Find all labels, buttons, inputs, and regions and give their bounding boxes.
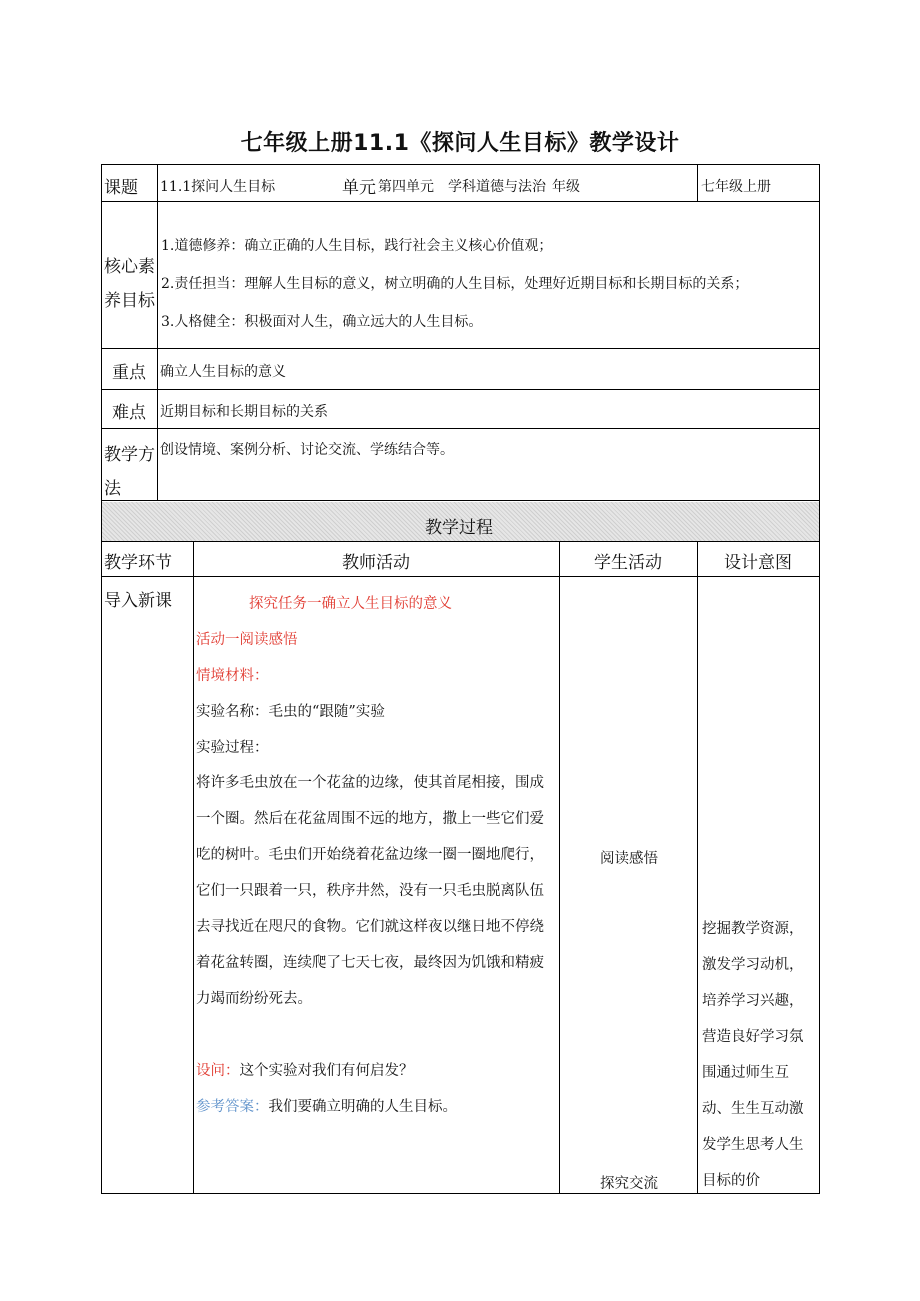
paragraph-line-7: 力竭而纷纷死去。 bbox=[196, 991, 312, 1007]
header-stage: 教学环节 bbox=[104, 553, 172, 573]
question-text: 这个实验对我们有何启发？ bbox=[239, 1063, 414, 1079]
method-label-line2: 法 bbox=[104, 479, 121, 499]
experiment-process-label: 实验过程： bbox=[196, 740, 269, 756]
activity-title: 活动一阅读感悟 bbox=[196, 632, 298, 648]
unit-value: 第四单元 bbox=[378, 179, 434, 195]
paragraph-line-1: 将许多毛虫放在一个花盆的边缘，使其首尾相接，围成 bbox=[196, 775, 544, 791]
grade-label: 年级 bbox=[552, 179, 580, 195]
student-activity-read: 阅读感悟 bbox=[600, 851, 658, 867]
question-line bbox=[196, 1059, 414, 1080]
unit-label: 单元 bbox=[342, 178, 376, 198]
student-activity-discuss: 探究交流 bbox=[600, 1176, 658, 1192]
core-label-line1: 核心素 bbox=[104, 257, 155, 277]
subject-value: 道德与法治 bbox=[476, 179, 546, 195]
intent-line-4: 营造良好学习氛 bbox=[702, 1029, 804, 1045]
answer-line bbox=[196, 1095, 457, 1116]
intent-line-1: 挖掘教学资源， bbox=[702, 921, 804, 937]
paragraph-line-2: 一个圈。然后在花盆周围不远的地方，撒上一些它们爱 bbox=[196, 811, 544, 827]
core-item-2: 2.责任担当：理解人生目标的意义，树立明确的人生目标，处理好近期目标和长期目标的关系； bbox=[161, 276, 749, 292]
core-item-3: 3.人格健全：积极面对人生，确立远大的人生目标。 bbox=[161, 314, 483, 330]
difficult-label: 难点 bbox=[112, 403, 146, 423]
intent-line-5: 围通过师生互 bbox=[702, 1065, 789, 1081]
topic-value: 11.1探问人生目标 bbox=[160, 179, 276, 195]
core-item-1: 1.道德修养：确立正确的人生目标，践行社会主义核心价值观； bbox=[161, 238, 553, 254]
grade-value: 七年级上册 bbox=[701, 179, 771, 195]
core-label-line2: 养目标 bbox=[104, 291, 155, 311]
key-value: 确立人生目标的意义 bbox=[160, 364, 286, 380]
key-label: 重点 bbox=[112, 363, 146, 383]
difficult-value: 近期目标和长期目标的关系 bbox=[160, 404, 328, 420]
header-teacher: 教师活动 bbox=[342, 553, 410, 573]
document-title: 七年级上册11.1《探问人生目标》教学设计 bbox=[240, 131, 680, 156]
intent-line-8: 目标的价 bbox=[702, 1173, 760, 1189]
intent-line-3: 培养学习兴趣， bbox=[702, 993, 804, 1009]
intent-line-6: 动、生生互动激 bbox=[702, 1101, 804, 1117]
paragraph-line-4: 它们一只跟着一只，秩序井然，没有一只毛虫脱离队伍 bbox=[196, 883, 544, 899]
task-title: 探究任务一确立人生目标的意义 bbox=[249, 596, 452, 612]
paragraph-line-5: 去寻找近在咫尺的食物。它们就这样夜以继日地不停绕 bbox=[196, 919, 544, 935]
paragraph-line-3: 吃的树叶。毛虫们开始绕着花盆边缘一圈一圈地爬行， bbox=[196, 847, 544, 863]
subject-label: 学科 bbox=[448, 179, 476, 195]
answer-label: 参考答案： bbox=[196, 1099, 269, 1115]
intent-line-7: 发学生思考人生 bbox=[702, 1137, 804, 1153]
paragraph-line-6: 着花盆转圈，连续爬了七天七夜，最终因为饥饿和精疲 bbox=[196, 955, 544, 971]
method-label-line1: 教学方 bbox=[104, 445, 155, 465]
process-title: 教学过程 bbox=[425, 518, 493, 538]
question-label: 设问： bbox=[196, 1063, 240, 1079]
stage-label: 导入新课 bbox=[104, 591, 172, 611]
method-value: 创设情境、案例分析、讨论交流、学练结合等。 bbox=[160, 442, 454, 458]
answer-text: 我们要确立明确的人生目标。 bbox=[268, 1099, 457, 1115]
header-student: 学生活动 bbox=[594, 553, 662, 573]
header-intent: 设计意图 bbox=[724, 553, 792, 573]
topic-label: 课题 bbox=[104, 178, 138, 198]
material-label: 情境材料： bbox=[196, 668, 269, 684]
intent-line-2: 激发学习动机， bbox=[702, 957, 804, 973]
experiment-name: 实验名称：毛虫的“跟随”实验 bbox=[196, 704, 385, 720]
